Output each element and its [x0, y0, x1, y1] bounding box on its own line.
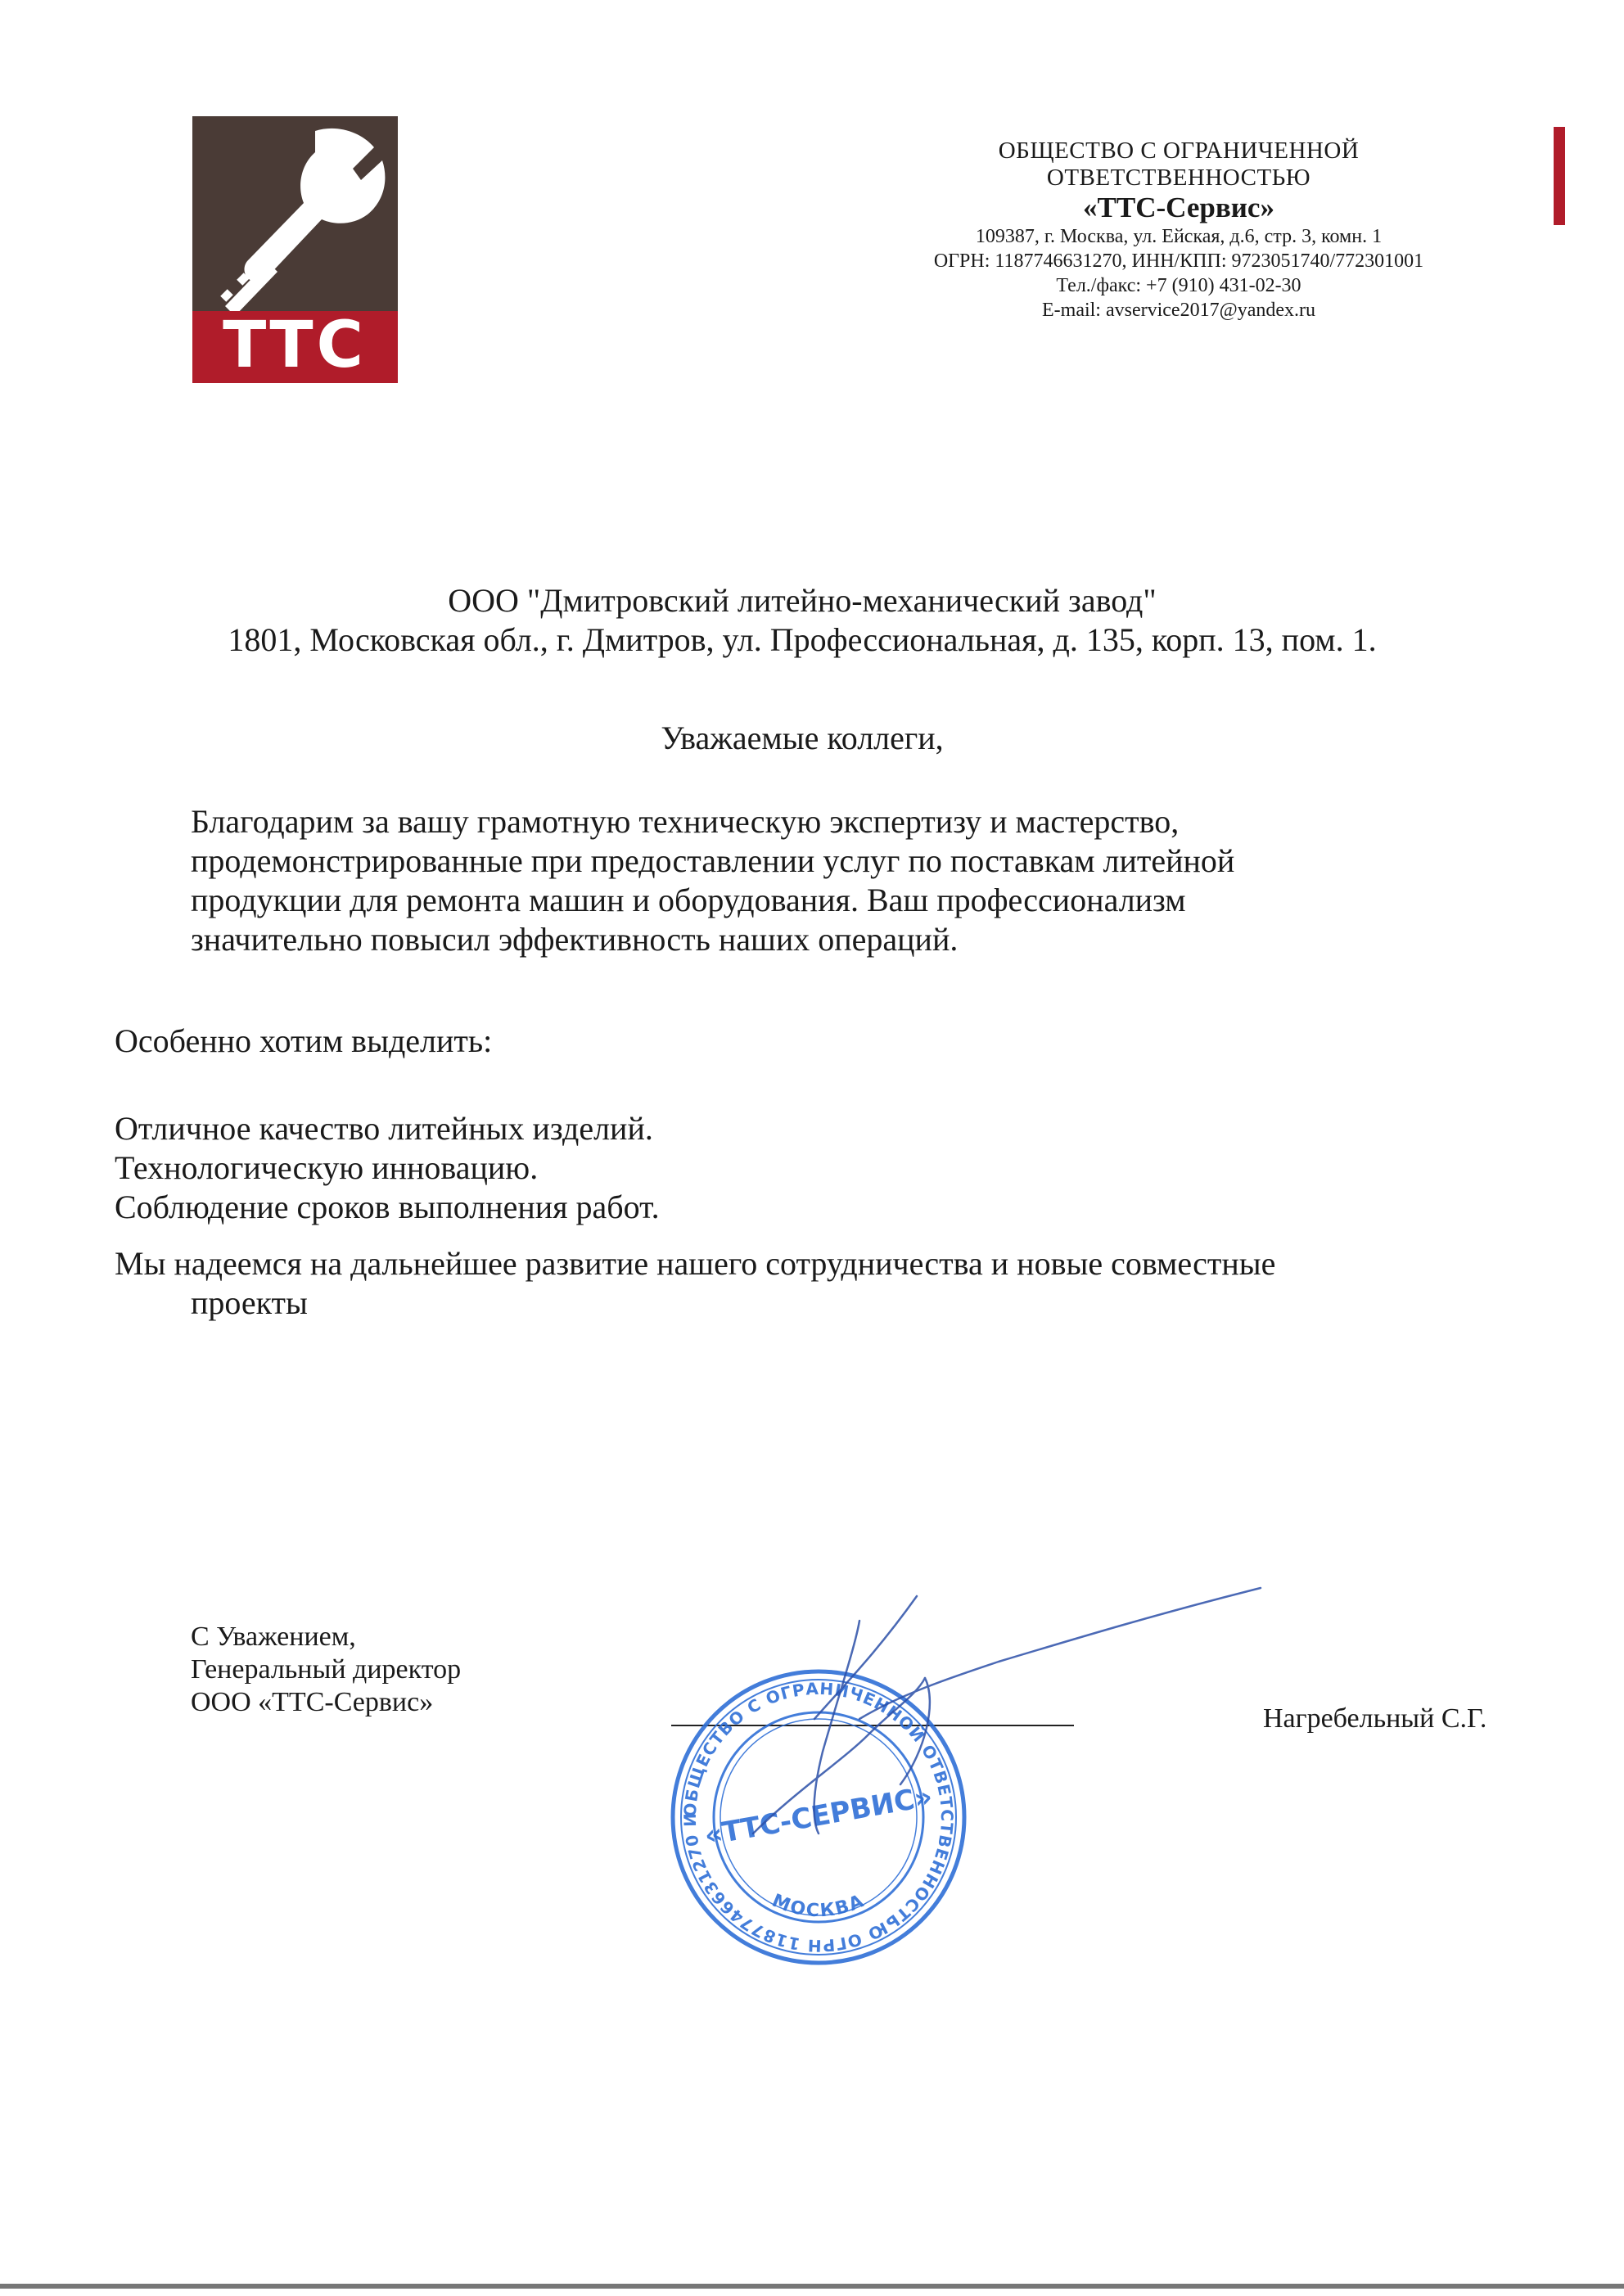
paragraph-line: значительно повысил эффективность наших операций.: [191, 921, 959, 958]
highlight-intro: Особенно хотим выделить:: [115, 1022, 493, 1059]
letterhead-line2: ОТВЕТСТВЕННОСТЬЮ: [1046, 165, 1311, 191]
stamp-city: МОСКВА: [769, 1890, 868, 1922]
closing-line: Мы надеемся на дальнейшее развитие нашего сотрудничества и новые совместные: [115, 1245, 1276, 1282]
company-name: «ТТС-Сервис»: [1083, 192, 1274, 223]
closing-paragraph: [115, 1244, 1275, 1323]
stamp-ring-text: ОБЩЕСТВО С ОГРАНИЧЕННОЙ ОТВЕТСТВЕННОСТЬЮ ОГРН 1187746631270 И: [679, 1678, 958, 1956]
highlights-list: [115, 1109, 660, 1227]
recipient-address: 1801, Московская обл., г. Дмитров, ул. Профессиональная, д. 135, корп. 13, пом. 1.: [228, 621, 1377, 658]
regards-line: С Уважением,: [191, 1622, 356, 1652]
company-line: ООО «ТТС-Сервис»: [191, 1687, 434, 1717]
company-email: E-mail: avservice2017@yandex.ru: [1042, 300, 1315, 321]
letterhead-line1: ОБЩЕСТВО С ОГРАНИЧЕННОЙ: [998, 138, 1360, 164]
highlight-item: Технологическую инновацию.: [115, 1149, 539, 1186]
signature-block: [191, 1621, 461, 1719]
company-logo: [192, 116, 398, 383]
company-registration: ОГРН: 1187746631270, ИНН/КПП: 9723051740/772301001: [933, 250, 1424, 272]
company-phone: Тел./факс: +7 (910) 431-02-30: [1056, 275, 1301, 296]
company-address: 109387, г. Москва, ул. Ейская, д.6, стр. 3, комн. 1: [975, 226, 1383, 247]
bottom-edge: [0, 2284, 1624, 2289]
paragraph-line: Благодарим за вашу грамотную техническую экспертизу и мастерство,: [191, 803, 1180, 840]
paragraph-line: продукции для ремонта машин и оборудования. Ваш профессионализм: [191, 882, 1186, 918]
accent-bar: [1554, 127, 1565, 225]
greeting: Уважаемые коллеги,: [661, 719, 944, 756]
closing-line: проекты: [191, 1284, 308, 1321]
recipient-block: [115, 581, 1490, 660]
stamp-center-text: «ТТС-СЕРВИС»: [701, 1780, 936, 1853]
letterhead: [859, 138, 1498, 323]
main-paragraph: [191, 802, 1234, 959]
highlight-item: Соблюдение сроков выполнения работ.: [115, 1189, 660, 1225]
logo-text: ТТС: [223, 309, 367, 382]
paragraph-line: продемонстрированные при предоставлении услуг по поставкам литейной: [191, 842, 1235, 879]
position-line: Генеральный директор: [191, 1654, 462, 1685]
recipient-name: ООО "Дмитровский литейно-механический завод": [448, 582, 1157, 619]
handwritten-signature: [655, 1572, 1277, 1883]
highlight-item: Отличное качество литейных изделий.: [115, 1110, 653, 1147]
signer-name: Нагребельный С.Г.: [1263, 1703, 1487, 1734]
